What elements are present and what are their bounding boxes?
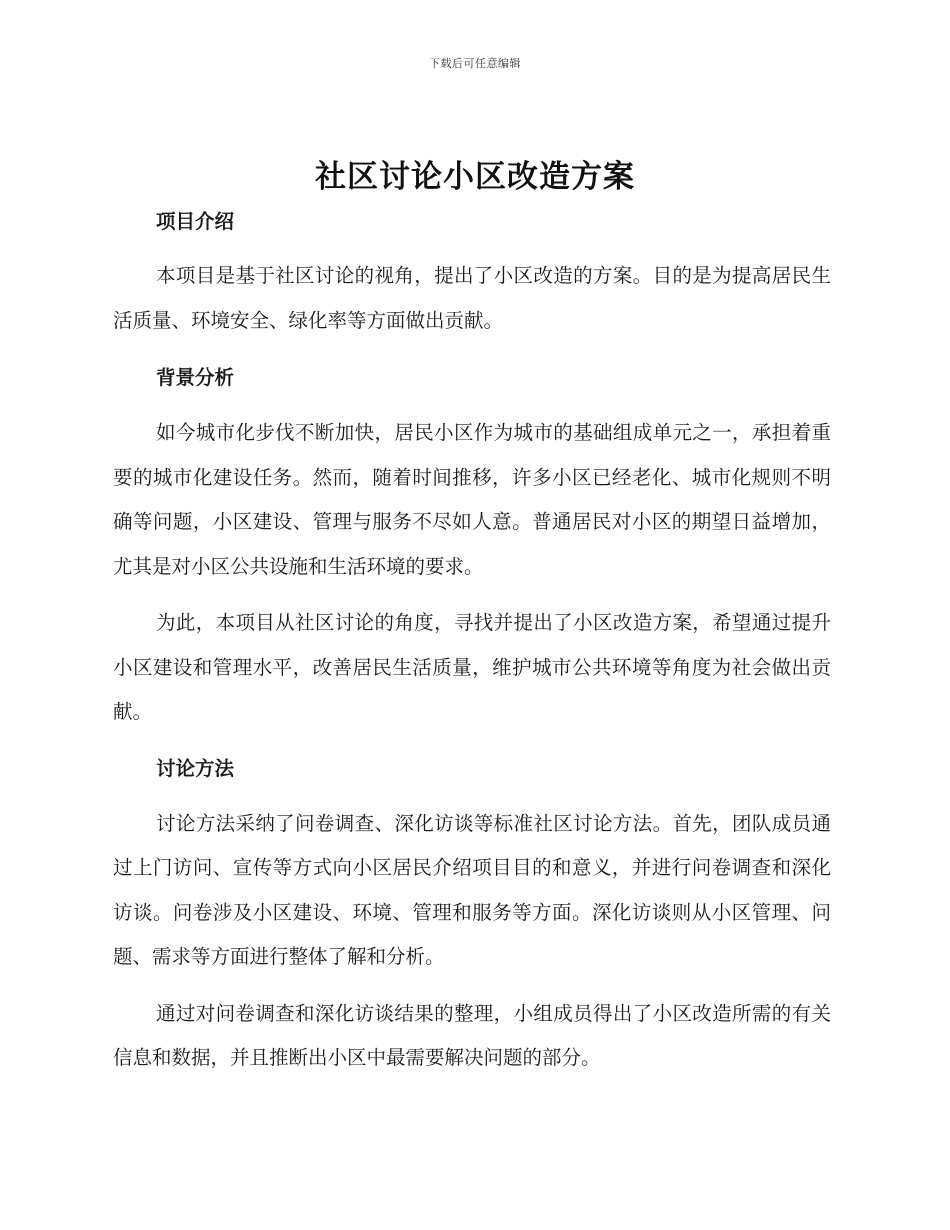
document-title: 社区讨论小区改造方案	[315, 159, 635, 195]
header-note: 下载后可任意编辑	[429, 57, 521, 70]
section-heading-project-intro: 项目介绍	[156, 210, 235, 233]
paragraph: 讨论方法采纳了问卷调查、深化访谈等标准社区讨论方法。首先，团队成员通过上门访问、宣传等方式向小区居民介绍项目目的和意义，并进行问卷调查和深化访谈。问卷涉及小区建设、环境、管理和服务等方面。深化访谈则从小区管理、问题、需求等方面进行整体了解和分析。	[113, 811, 831, 968]
paragraph: 本项目是基于社区讨论的视角，提出了小区改造的方案。目的是为提高居民生活质量、环境安全、绿化率等方面做出贡献。	[113, 264, 831, 332]
paragraph: 如今城市化步伐不断加快，居民小区作为城市的基础组成单元之一，承担着重要的城市化建设任务。然而，随着时间推移，许多小区已经老化、城市化规则不明确等问题，小区建设、管理与服务不尽如人意。普通居民对小区的期望日益增加，尤其是对小区公共设施和生活环境的要求。	[113, 421, 831, 578]
section-heading-method: 讨论方法	[156, 756, 235, 780]
section-heading-background: 背景分析	[156, 366, 235, 389]
paragraph: 为此，本项目从社区讨论的角度，寻找并提出了小区改造方案，希望通过提升小区建设和管理水平，改善居民生活质量，维护城市公共环境等角度为社会做出贡献。	[113, 611, 831, 723]
document-body	[113, 204, 831, 1081]
paragraph: 通过对问卷调查和深化访谈结果的整理，小组成员得出了小区改造所需的有关信息和数据，并且推断出小区中最需要解决问题的部分。	[113, 1001, 831, 1069]
